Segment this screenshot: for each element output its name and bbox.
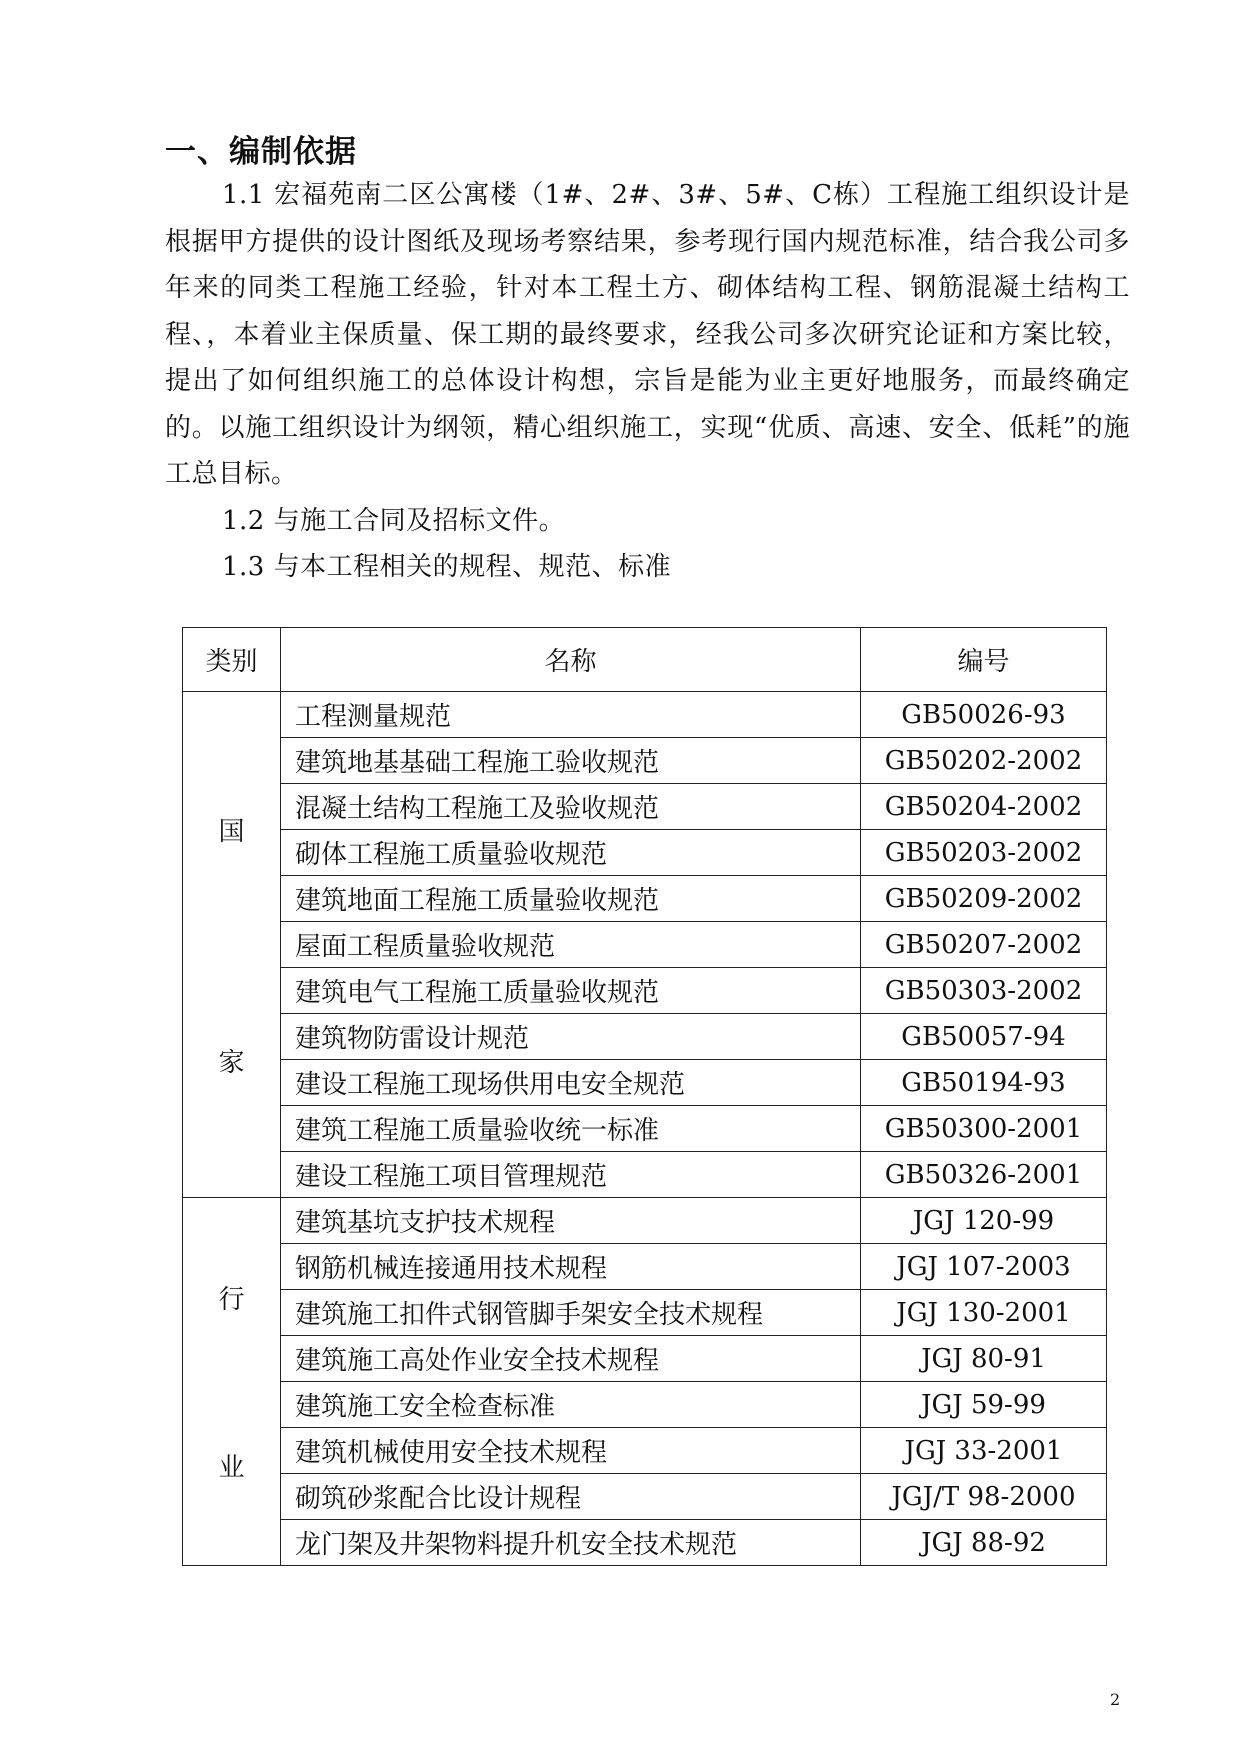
header-category: 类别 (183, 628, 281, 692)
page-number: 2 (1110, 1690, 1121, 1709)
standard-code: JGJ 59-99 (861, 1382, 1107, 1428)
standard-name: 建设工程施工项目管理规范 (281, 1152, 861, 1198)
standard-name: 混凝土结构工程施工及验收规范 (281, 784, 861, 830)
standard-code: JGJ 80-91 (861, 1336, 1107, 1382)
category-label (183, 1214, 280, 1550)
table-row (183, 1106, 1107, 1152)
standard-name: 建筑工程施工质量验收统一标准 (281, 1106, 861, 1152)
standard-name: 工程测量规范 (281, 692, 861, 738)
standard-name: 建筑物防雷设计规范 (281, 1014, 861, 1060)
standard-code: GB50203-2002 (861, 830, 1107, 876)
table-row (183, 784, 1107, 830)
category-char: 业 (218, 1453, 245, 1483)
table-row (183, 738, 1107, 784)
standard-name: 建筑地面工程施工质量验收规范 (281, 876, 861, 922)
standard-code: JGJ 130-2001 (861, 1290, 1107, 1336)
standard-code: GB50300-2001 (861, 1106, 1107, 1152)
standard-code: GB50057-94 (861, 1014, 1107, 1060)
standards-table (182, 627, 1107, 1566)
standard-name: 建筑基坑支护技术规程 (281, 1198, 861, 1244)
standard-code: JGJ/T 98-2000 (861, 1474, 1107, 1520)
standard-name: 建筑机械使用安全技术规程 (281, 1428, 861, 1474)
standard-code: GB50209-2002 (861, 876, 1107, 922)
standard-code: JGJ 88-92 (861, 1520, 1107, 1566)
standard-name: 龙门架及井架物料提升机安全技术规范 (281, 1520, 861, 1566)
category-cell (183, 1198, 281, 1566)
paragraph-1-1: 1.1 宏福苑南二区公寓楼（1#、2#、3#、5#、C栋）工程施工组织设计是根据甲方提供的设计图纸及现场考察结果，参考现行国内规范标准，结合我公司多年来的同类工程施工经验，针对本工程土方、砌体结构工程、钢筋混凝土结构工程、，本着业主保质量、保工期的最终要求，经我公司多次研究论证和方案比较，提出了如何组织施工的总体设计构想，宗旨是能为业主更好地服务，而最终确定的。以施工组织设计为纲领，精心组织施工，实现“优质、高速、安全、低耗”的施工总目标。 (165, 180, 1130, 489)
category-label (183, 714, 280, 1176)
standard-name: 建筑施工扣件式钢管脚手架安全技术规程 (281, 1290, 861, 1336)
standard-name: 砌体工程施工质量验收规范 (281, 830, 861, 876)
table-row (183, 1152, 1107, 1198)
table-row (183, 1336, 1107, 1382)
table-row (183, 1014, 1107, 1060)
standard-code: GB50194-93 (861, 1060, 1107, 1106)
standard-name: 钢筋机械连接通用技术规程 (281, 1244, 861, 1290)
table-row (183, 1520, 1107, 1566)
table-row (183, 1428, 1107, 1474)
table-header-row (183, 628, 1107, 692)
standard-code: GB50303-2002 (861, 968, 1107, 1014)
table-row (183, 1060, 1107, 1106)
standard-name: 建筑地基基础工程施工验收规范 (281, 738, 861, 784)
standard-name: 建设工程施工现场供用电安全规范 (281, 1060, 861, 1106)
standard-code: GB50202-2002 (861, 738, 1107, 784)
category-char: 国 (218, 816, 245, 847)
category-char: 家 (218, 1047, 245, 1078)
table-row (183, 1244, 1107, 1290)
standard-name: 建筑施工安全检查标准 (281, 1382, 861, 1428)
table-row (183, 1290, 1107, 1336)
header-code: 编号 (861, 628, 1107, 692)
standard-code: GB50026-93 (861, 692, 1107, 738)
table-row (183, 1382, 1107, 1428)
table-row (183, 876, 1107, 922)
table-row (183, 1198, 1107, 1244)
standard-code: JGJ 120-99 (861, 1198, 1107, 1244)
section-title: 一、编制依据 (165, 134, 357, 170)
table-body (183, 692, 1107, 1566)
standard-name: 建筑施工高处作业安全技术规程 (281, 1336, 861, 1382)
standard-code: GB50326-2001 (861, 1152, 1107, 1198)
standard-name: 砌筑砂浆配合比设计规程 (281, 1474, 861, 1520)
paragraph-1-2: 1.2 与施工合同及招标文件。 (222, 505, 566, 536)
table-row (183, 922, 1107, 968)
standard-code: GB50207-2002 (861, 922, 1107, 968)
standard-name: 屋面工程质量验收规范 (281, 922, 861, 968)
standard-code: JGJ 33-2001 (861, 1428, 1107, 1474)
standard-code: GB50204-2002 (861, 784, 1107, 830)
category-char: 行 (218, 1285, 245, 1315)
category-cell (183, 692, 281, 1198)
table-row (183, 830, 1107, 876)
table-row (183, 1474, 1107, 1520)
section-body (165, 172, 1130, 591)
table-row (183, 692, 1107, 738)
header-name: 名称 (281, 628, 861, 692)
standard-name: 建筑电气工程施工质量验收规范 (281, 968, 861, 1014)
standard-code: JGJ 107-2003 (861, 1244, 1107, 1290)
table-row (183, 968, 1107, 1014)
paragraph-1-3: 1.3 与本工程相关的规程、规范、标准 (222, 552, 672, 582)
